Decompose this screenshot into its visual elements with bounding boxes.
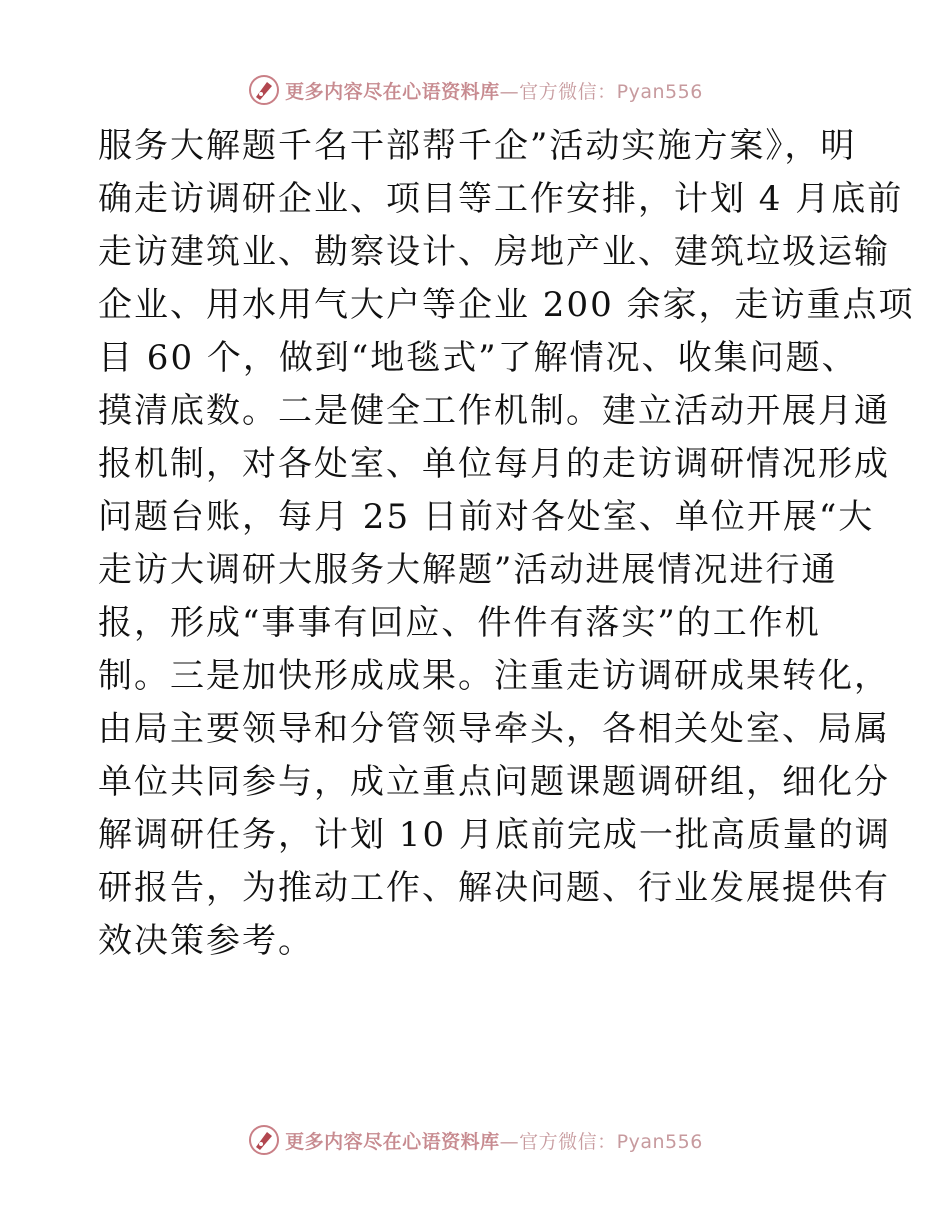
body-line: 报，形成“事事有回应、件件有落实”的工作机 [98, 603, 821, 643]
body-line: 效决策参考。 [98, 921, 314, 961]
pen-nib-logo-icon [247, 73, 281, 107]
pen-nib-logo-icon [247, 1123, 281, 1157]
header-watermark-banner [0, 70, 950, 110]
body-line: 由局主要领导和分管领导牵头，各相关处室、局属 [98, 709, 890, 749]
body-line: 服务大解题千名干部帮千企”活动实施方案》，明 [98, 126, 857, 166]
header-banner-sub: —官方微信：Pyan556 [499, 80, 703, 103]
body-line: 报机制，对各处室、单位每月的走访调研情况形成 [98, 444, 890, 484]
header-watermark-text [285, 77, 703, 104]
header-banner-main: 更多内容尽在心语资料库 [285, 80, 500, 103]
document-body [98, 120, 915, 968]
body-line: 解调研任务，计划 10 月底前完成一批高质量的调 [98, 815, 891, 855]
body-line: 走访建筑业、勘察设计、房地产业、建筑垃圾运输 [98, 232, 890, 272]
footer-banner-main: 更多内容尽在心语资料库 [285, 1130, 500, 1153]
footer-watermark-text [285, 1127, 703, 1154]
body-line: 制。三是加快形成成果。注重走访调研成果转化， [98, 656, 890, 696]
body-line: 研报告，为推动工作、解决问题、行业发展提供有 [98, 868, 890, 908]
body-line: 确走访调研企业、项目等工作安排，计划 4 月底前 [98, 179, 904, 219]
body-line: 摸清底数。二是健全工作机制。建立活动开展月通 [98, 391, 890, 431]
footer-banner-sub: —官方微信：Pyan556 [499, 1130, 703, 1153]
body-line: 单位共同参与，成立重点问题课题调研组，细化分 [98, 762, 890, 802]
body-line: 企业、用水用气大户等企业 200 余家，走访重点项 [98, 285, 915, 325]
body-line: 走访大调研大服务大解题”活动进展情况进行通 [98, 550, 838, 590]
footer-watermark-banner [0, 1120, 950, 1160]
body-line: 问题台账，每月 25 日前对各处室、单位开展“大 [98, 497, 875, 537]
body-line: 目 60 个，做到“地毯式”了解情况、收集问题、 [98, 338, 858, 378]
